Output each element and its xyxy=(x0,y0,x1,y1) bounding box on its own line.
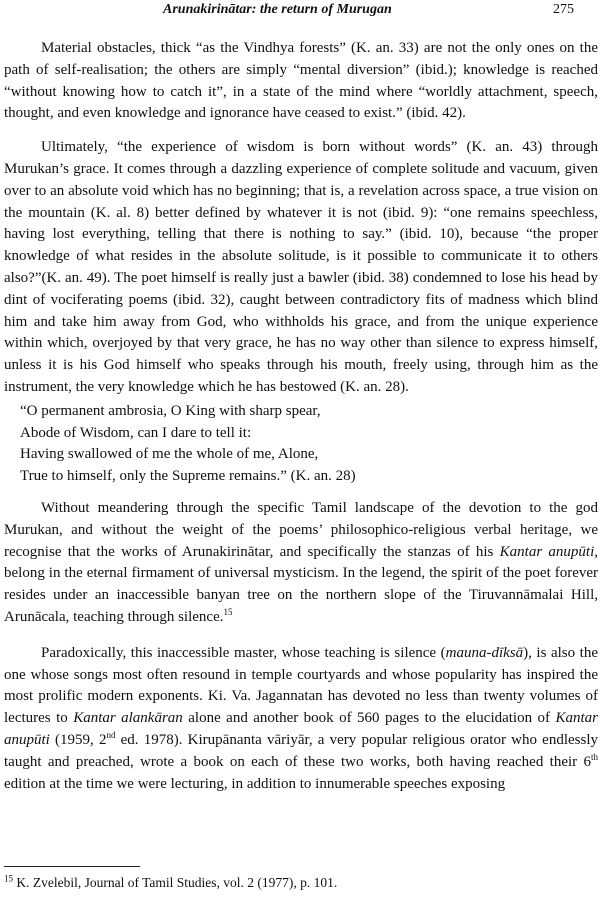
sanskrit-term: mauna-dīksā xyxy=(445,644,524,661)
paragraph-4-text: (1959, 2 xyxy=(49,731,107,748)
footnote-reference: 15 xyxy=(223,606,233,617)
work-title: Kantar anupūti xyxy=(499,543,595,560)
footnote-divider xyxy=(4,866,140,867)
paragraph-4 xyxy=(4,643,598,796)
verse-line: “O permanent ambrosia, O King with sharp spear, xyxy=(20,402,321,419)
verse-line: True to himself, only the Supreme remains.” (K. an. 28) xyxy=(20,468,356,485)
paragraph-3-text-b: , belong in the eternal firmament of universal mysticism. In the legend, the spirit of the poet forever resides under an inaccessible banyan tree on the northern slope of the Tiruvannāmalai Hill, Arunācala, teaching through silence. xyxy=(4,543,598,625)
page-body xyxy=(4,38,598,795)
paragraph-4-text: alone and another book of 560 pages to the elucidation of xyxy=(182,710,556,727)
footnote-number: 15 xyxy=(4,873,13,884)
paragraph-4-text: edition at the time we were lecturing, in addition to innumerable speeches exposing xyxy=(4,775,506,792)
paragraph-1: Material obstacles, thick “as the Vindhya forests” (K. an. 33) are not the only ones on the path of self-realisation; the others are simply “mental diversion” (ibid.); knowledge is reached “without knowing how to catch it”, in a state of the mind where “worldly attachment, speech, thought, and even knowledge and ignorance have ceased to exist.” (ibid. 42). xyxy=(4,40,598,122)
ordinal-suffix: th xyxy=(590,751,598,762)
running-head: Arunakirinātar: the return of Murugan xyxy=(163,2,392,17)
verse-line: Abode of Wisdom, can I dare to tell it: xyxy=(20,424,252,441)
paragraph-4-text: ed. 1978). Kirupānanta vāriyār, a very popular religious orator who endlessly taught and preached, wrote a book on each of these two works, both having reached their 6 xyxy=(4,731,598,770)
paragraph-4-text: ), is also the one whose songs most often resound in temple courtyards and whose popularity has inspired the most prolific modern exponents. Ki. Va. Jagannatan has devoted no less than twenty volumes of lectures to xyxy=(4,644,598,727)
paragraph-4-text: Paradoxically, this inaccessible master, whose teaching is silence ( xyxy=(41,644,446,661)
page-header xyxy=(4,2,574,22)
paragraph-2: Ultimately, “the experience of wisdom is born without words” (K. an. 43) through Murukan’s grace. It comes through a dazzling experience of complete solitude and vacuum, given over to an absolute void which has no beginning; that is, a revelation across space, a true vision on the mountain (K. al. 8) better defined by whatever it is not (ibid. 9): “one remains speechless, having lost everything, telling that there is nothing to say.” (ibid. 10), because “the proper knowledge of what resides in the absolute solitude, is it possible to communicate it to others also?”(K. an. 49). The poet himself is really just a bawler (ibid. 38) condemned to lose his head by dint of vociferating poems (ibid. 32), caught between contradictory fits of madness which blind him and take him away from God, who withholds his grace, and from the unique experience within which, overjoyed by that very grace, he has no way other than silence to express himself, unless it is his God himself who speaks through his mouth, freely using, through him as the instrument, the very knowledge which he has bestowed (K. an. 28). xyxy=(4,139,598,395)
work-title: Kantar anupūti xyxy=(4,710,598,748)
verse-quotation xyxy=(20,401,598,488)
verse-line: Having swallowed of me the whole of me, Alone, xyxy=(20,446,319,463)
paragraph-3-text-a: Without meandering through the specific Tamil landscape of the devotion to the god Murukan, and without the weight of the poems’ philosophico-religious verbal heritage, we recognise that the works of Arunakirinātar, and specifically the stanzas of his xyxy=(4,499,598,560)
page-number: 275 xyxy=(553,2,574,17)
work-title: Kantar alankāran xyxy=(73,710,183,727)
ordinal-suffix: nd xyxy=(106,729,116,740)
paragraph-3 xyxy=(4,498,598,629)
footnote-text: K. Zvelebil, Journal of Tamil Studies, vol. 2 (1977), p. 101. xyxy=(13,875,338,890)
footnote xyxy=(4,875,337,891)
